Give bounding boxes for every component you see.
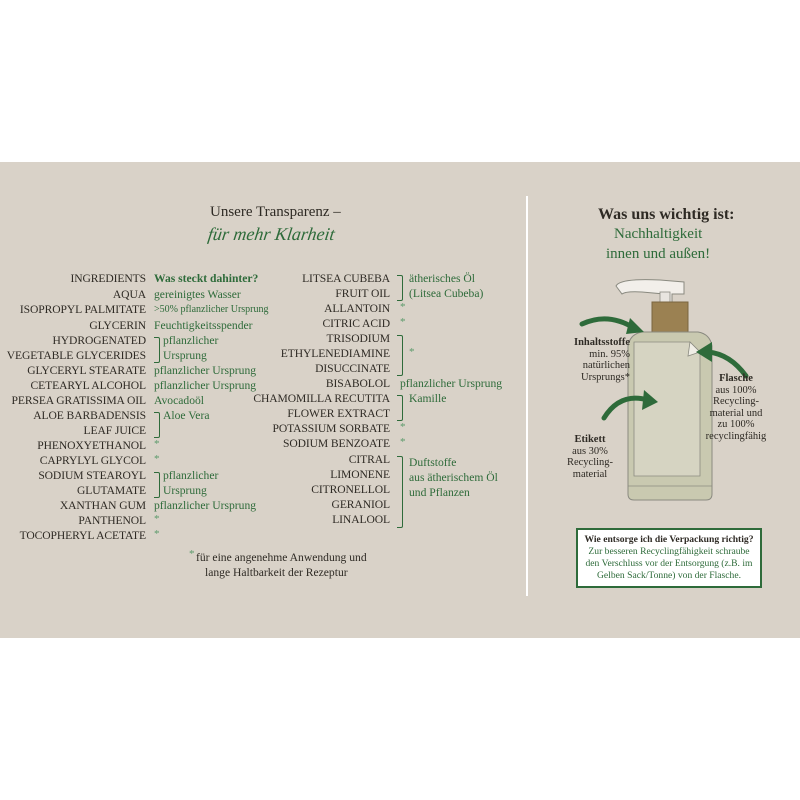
bracket bbox=[397, 335, 403, 376]
ingredient-label: pflanzlicher Ursprung bbox=[154, 364, 257, 377]
ingredient-name: CAPRYLYL GLYCOL bbox=[39, 454, 146, 467]
question-header: Was steckt dahinter? bbox=[154, 272, 259, 285]
arrow-ingredients-head bbox=[626, 318, 644, 334]
ingredients-note-line: Ursprungs* bbox=[581, 371, 630, 383]
ingredient-name: LITSEA CUBEBA bbox=[302, 272, 390, 285]
ingredient-label: pflanzlicher Ursprung bbox=[400, 377, 503, 390]
ingredient-name: HYDROGENATED bbox=[52, 334, 146, 347]
asterisk: * bbox=[409, 346, 415, 358]
transparency-subtitle: für mehr Klarheit bbox=[206, 224, 337, 244]
ingredient-label: >50% pflanzlicher Ursprung bbox=[154, 304, 269, 315]
ingredient-name: AQUA bbox=[112, 288, 146, 301]
label-note-line: aus 30% bbox=[572, 445, 608, 457]
ingredient-name: GLYCERIN bbox=[89, 319, 146, 332]
disposal-title: Wie entsorge ich die Verpackung richtig? bbox=[584, 534, 754, 545]
pump-neck bbox=[660, 292, 670, 302]
ingredient-label: aus ätherischem Öl bbox=[409, 471, 498, 484]
label-note bbox=[554, 434, 626, 480]
label-note-title: Etikett bbox=[574, 434, 606, 445]
ingredient-label: gereinigtes Wasser bbox=[154, 288, 241, 301]
ingredient-name: LIMONENE bbox=[330, 468, 390, 481]
ingredient-name: PHENOXYETHANOL bbox=[37, 439, 146, 452]
ingredients-header: INGREDIENTS bbox=[70, 272, 146, 285]
disposal-box bbox=[576, 528, 762, 588]
bottle-note bbox=[700, 373, 772, 442]
bracket bbox=[397, 456, 403, 528]
bottle-note-line: recyclingfähig bbox=[705, 430, 767, 442]
asterisk: * bbox=[400, 316, 406, 328]
bracket bbox=[397, 395, 403, 421]
bottle-cap bbox=[652, 302, 688, 332]
ingredient-name: PANTHENOL bbox=[78, 514, 146, 527]
ingredient-name: CHAMOMILLA RECUTITA bbox=[253, 392, 390, 405]
ingredient-name: CITRONELLOL bbox=[311, 483, 390, 496]
ingredient-name: XANTHAN GUM bbox=[59, 499, 146, 512]
ingredient-name: VEGETABLE GLYCERIDES bbox=[6, 349, 146, 362]
ingredient-label: Duftstoffe bbox=[409, 456, 457, 469]
asterisk: * bbox=[154, 438, 160, 450]
ingredient-name: ALOE BARBADENSIS bbox=[33, 409, 146, 422]
bottle-note-line: material und bbox=[709, 407, 763, 419]
ingredient-label: pflanzlicher bbox=[163, 334, 219, 347]
bottle-note-line: aus 100% bbox=[715, 384, 757, 396]
asterisk: * bbox=[154, 453, 160, 465]
right-subtitle-line-2: innen und außen! bbox=[606, 246, 711, 262]
right-title: Was uns wichtig ist: bbox=[598, 206, 735, 223]
ingredient-name: ETHYLENEDIAMINE bbox=[280, 347, 390, 360]
ingredient-name: CITRAL bbox=[348, 453, 390, 466]
ingredients-note-title: Inhaltsstoffe bbox=[573, 337, 630, 348]
ingredient-name: CITRIC ACID bbox=[322, 317, 390, 330]
ingredient-label: pflanzlicher Ursprung bbox=[154, 499, 257, 512]
transparency-title: Unsere Transparenz – bbox=[210, 204, 341, 220]
ingredient-name: PERSEA GRATISSIMA OIL bbox=[11, 394, 146, 407]
arrow-ingredients bbox=[582, 319, 634, 328]
footnote-line-2: lange Haltbarkeit der Rezeptur bbox=[205, 566, 348, 579]
bottle-note-title: Flasche bbox=[719, 373, 753, 384]
ingredient-name: FLOWER EXTRACT bbox=[287, 407, 390, 420]
labels-column-2 bbox=[397, 272, 525, 542]
ingredient-name: POTASSIUM SORBATE bbox=[272, 422, 390, 435]
asterisk: * bbox=[154, 513, 160, 525]
asterisk: * bbox=[400, 421, 406, 433]
ingredient-label: Aloe Vera bbox=[163, 409, 210, 422]
ingredients-note-line: min. 95% bbox=[589, 348, 630, 360]
ingredient-name: BISABOLOL bbox=[325, 377, 390, 390]
ingredient-name: SODIUM BENZOATE bbox=[282, 437, 390, 450]
ingredient-name: GLYCERYL STEARATE bbox=[27, 364, 146, 377]
ingredient-name: FRUIT OIL bbox=[335, 287, 390, 300]
ingredients-column-2 bbox=[0, 272, 390, 532]
ingredient-name: CETEARYL ALCOHOL bbox=[30, 379, 146, 392]
label-note-line: Recycling- bbox=[566, 457, 614, 468]
footnote-star: * bbox=[189, 548, 195, 560]
ingredient-label: pflanzlicher bbox=[163, 469, 219, 482]
ingredient-name: ISOPROPYL PALMITATE bbox=[19, 303, 146, 316]
ingredient-label: und Pflanzen bbox=[409, 486, 470, 499]
bottle-note-line: zu 100% bbox=[717, 419, 755, 430]
disposal-line: Zur besseren Recyclingfähigkeit schraube bbox=[588, 546, 750, 557]
asterisk: * bbox=[400, 436, 406, 448]
ingredient-label: ätherisches Öl bbox=[409, 272, 475, 285]
ingredient-name: LEAF JUICE bbox=[83, 424, 146, 437]
ingredient-label: pflanzlicher Ursprung bbox=[154, 379, 257, 392]
bracket bbox=[397, 275, 403, 301]
disposal-line: den Verschluss vor der Entsorgung (z.B. im bbox=[585, 558, 753, 569]
asterisk: * bbox=[400, 301, 406, 313]
ingredient-label: Kamille bbox=[409, 392, 447, 405]
ingredients-note bbox=[556, 337, 630, 383]
ingredient-label: Feuchtigkeitsspender bbox=[154, 319, 253, 332]
info-panel bbox=[0, 162, 800, 638]
ingredient-name: DISUCCINATE bbox=[315, 362, 390, 375]
ingredient-name: ALLANTOIN bbox=[324, 302, 390, 315]
label-note-line: material bbox=[572, 468, 608, 480]
ingredient-label: Ursprung bbox=[163, 349, 207, 362]
ingredient-label: Avocadoöl bbox=[154, 394, 205, 407]
ingredient-label: (Litsea Cubeba) bbox=[409, 287, 484, 300]
asterisk: * bbox=[154, 528, 160, 540]
disposal-line: Gelben Sack/Tonne) von der Flasche. bbox=[597, 570, 741, 581]
right-subtitle-line-1: Nachhaltigkeit bbox=[614, 226, 703, 242]
ingredient-name: LINALOOL bbox=[332, 513, 390, 526]
ingredient-name: GLUTAMATE bbox=[76, 484, 146, 497]
ingredient-name: GERANIOL bbox=[331, 498, 390, 511]
section-divider bbox=[526, 196, 528, 596]
footnote-line-1: für eine angenehme Anwendung und bbox=[196, 551, 367, 564]
ingredient-label: Ursprung bbox=[163, 484, 207, 497]
ingredient-name: TOCOPHERYL ACETATE bbox=[19, 529, 146, 542]
ingredient-name: SODIUM STEAROYL bbox=[38, 469, 146, 482]
pump-head bbox=[616, 280, 684, 302]
bottle-note-line: Recycling- bbox=[712, 396, 760, 407]
ingredients-note-line: natürlichen bbox=[582, 360, 630, 371]
ingredient-name: TRISODIUM bbox=[326, 332, 390, 345]
